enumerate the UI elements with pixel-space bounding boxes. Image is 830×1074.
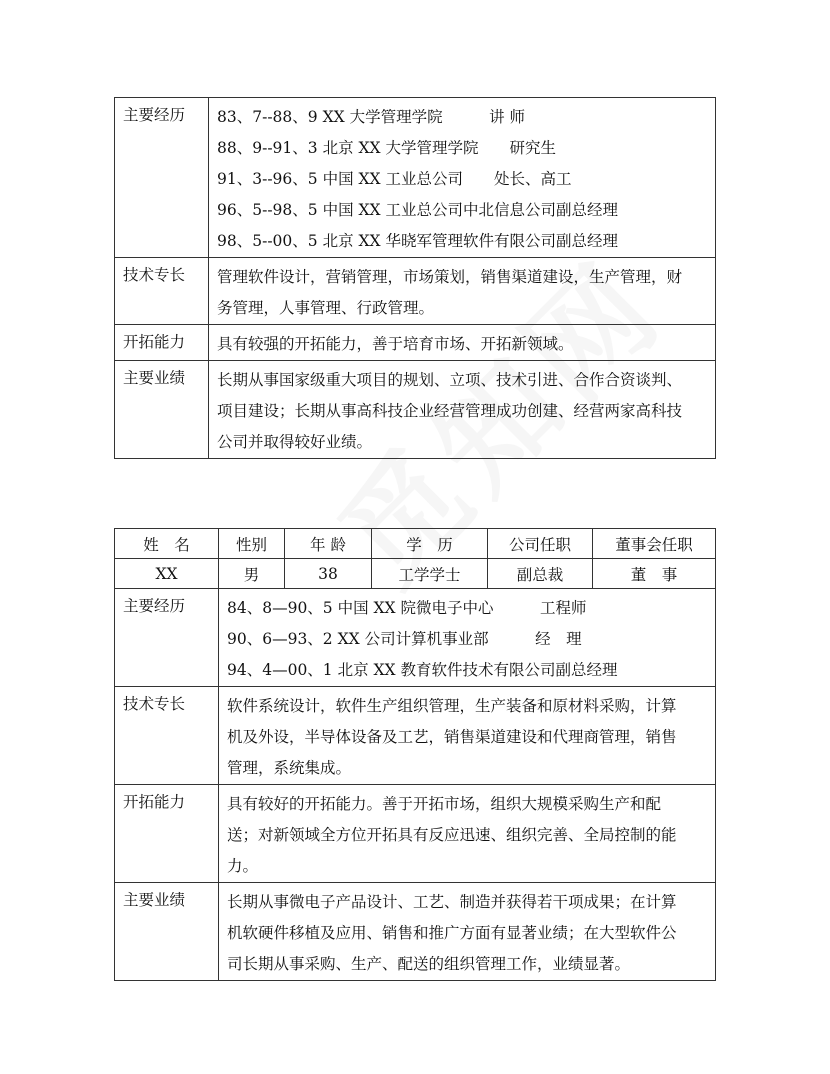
content-line: 88、9--91、3 北京 XX 大学管理学院 研究生 [217,139,556,157]
header-cell-age: 年 龄 [285,529,372,559]
resume-table-2 [114,528,716,981]
value-cell-age: 38 [285,559,372,589]
value-cell-company-position: 副总裁 [488,559,593,589]
row-label: 主要业绩 [115,883,219,981]
header-cell-gender: 性别 [219,529,285,559]
content-line: 98、5--00、5 北京 XX 华晓军管理软件有限公司副总经理 [217,232,618,250]
content-line: 力。 [227,857,259,875]
row-content [209,361,716,459]
content-line: 送；对新领域全方位开拓具有反应迅速、组织完善、全局控制的能 [227,826,677,844]
value-cell-education: 工学学士 [372,559,488,589]
detail-row [115,361,716,459]
resume-table-2-body [115,529,716,981]
content-line: 管理软件设计，营销管理，市场策划，销售渠道建设，生产管理，财 [217,268,683,286]
detail-row [115,589,716,687]
resume-table-1 [114,97,716,459]
header-cell-board-position: 董事会任职 [593,529,716,559]
detail-row [115,785,716,883]
row-label: 技术专长 [115,258,209,325]
detail-row [115,258,716,325]
value-row [115,559,716,589]
row-content [219,883,716,981]
row-label: 开拓能力 [115,785,219,883]
row-content [219,687,716,785]
content-line: 司长期从事采购、生产、配送的组织管理工作，业绩显著。 [227,955,631,973]
detail-row [115,325,716,361]
content-line: 83、7--88、9 XX 大学管理学院 讲 师 [217,108,525,126]
row-label: 技术专长 [115,687,219,785]
header-cell-name: 姓 名 [115,529,219,559]
row-label: 主要经历 [115,589,219,687]
row-label: 主要业绩 [115,361,209,459]
content-line: 长期从事国家级重大项目的规划、立项、技术引进、合作合资谈判、 [217,371,683,389]
row-content [219,785,716,883]
detail-row [115,883,716,981]
content-line: 软件系统设计，软件生产组织管理，生产装备和原材料采购，计算 [227,697,677,715]
content-line: 91、3--96、5 中国 XX 工业总公司 处长、高工 [217,170,572,188]
row-label: 主要经历 [115,98,209,258]
detail-row [115,98,716,258]
content-line: 机及外设，半导体设备及工艺，销售渠道建设和代理商管理，销售 [227,728,677,746]
value-cell-board-position: 董 事 [593,559,716,589]
content-line: 96、5--98、5 中国 XX 工业总公司中北信息公司副总经理 [217,201,618,219]
value-cell-name: XX [115,559,219,589]
header-row [115,529,716,559]
row-content [209,325,716,361]
header-cell-company-position: 公司任职 [488,529,593,559]
resume-table-1-body [115,98,716,459]
content-line: 具有较好的开拓能力。善于开拓市场，组织大规模采购生产和配 [227,795,662,813]
row-content [209,98,716,258]
row-label: 开拓能力 [115,325,209,361]
row-content [209,258,716,325]
content-line: 94、4—00、1 北京 XX 教育软件技术有限公司副总经理 [227,661,618,679]
content-line: 务管理，人事管理、行政管理。 [217,299,435,317]
content-line: 具有较强的开拓能力，善于培育市场、开拓新领域。 [217,335,574,353]
content-line: 84、8—90、5 中国 XX 院微电子中心 工程师 [227,599,587,617]
header-cell-education: 学 历 [372,529,488,559]
row-content [219,589,716,687]
content-line: 管理，系统集成。 [227,759,352,777]
content-line: 90、6—93、2 XX 公司计算机事业部 经 理 [227,630,582,648]
content-line: 机软硬件移植及应用、销售和推广方面有显著业绩；在大型软件公 [227,924,677,942]
content-line: 长期从事微电子产品设计、工艺、制造并获得若干项成果；在计算 [227,893,677,911]
detail-row [115,687,716,785]
value-cell-gender: 男 [219,559,285,589]
content-line: 项目建设；长期从事高科技企业经营管理成功创建、经营两家高科技 [217,402,683,420]
content-line: 公司并取得较好业绩。 [217,433,373,451]
